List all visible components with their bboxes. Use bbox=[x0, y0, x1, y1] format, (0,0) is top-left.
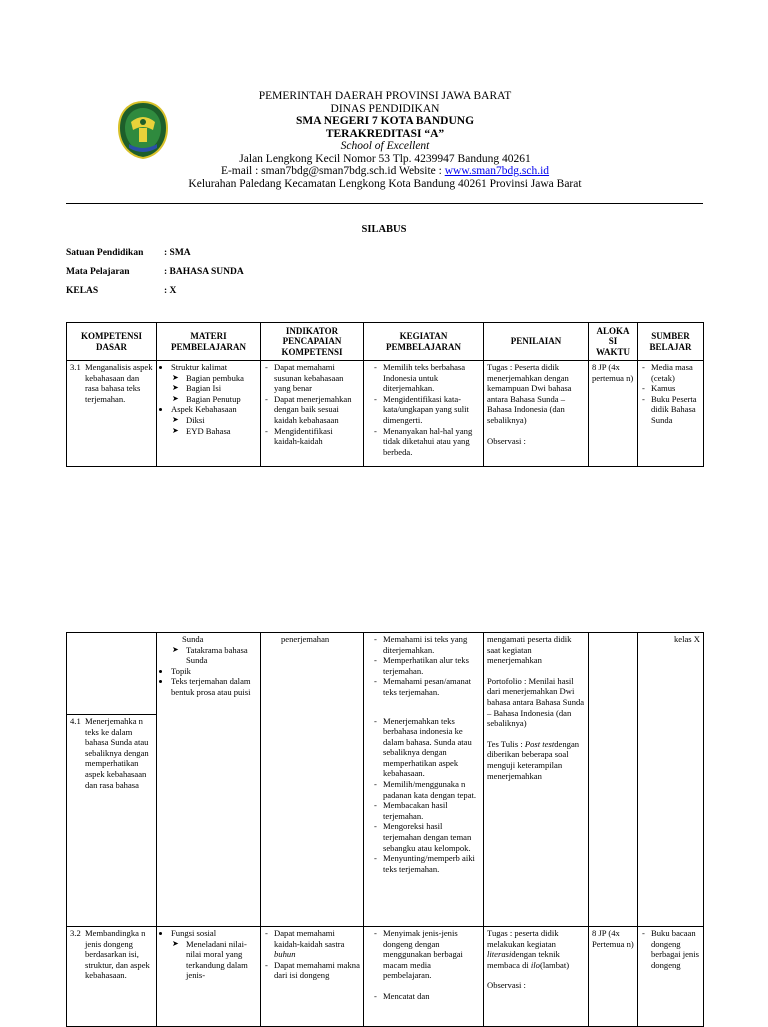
indikator-continued: penerjemahan bbox=[281, 634, 330, 644]
meta-mapel bbox=[66, 267, 244, 277]
penilaian-tugas bbox=[487, 928, 585, 970]
kd-text: Membandingka n jenis dongeng berdasarkan isi, struktur, dan aspek kebahasaan. bbox=[85, 928, 150, 981]
pen-literasi: literasi bbox=[487, 949, 512, 960]
header-school-name: SMA NEGERI 7 KOTA BANDUNG bbox=[295, 115, 475, 127]
kegiatan-item: - Membacakan hasil terjemahan. bbox=[373, 800, 480, 821]
pen-text-e: (lambat) bbox=[539, 959, 570, 970]
indikator-item: - Dapat menerjemahkan dengan baik sesuai kaidah kebahasaan bbox=[264, 394, 360, 426]
indikator-item bbox=[264, 928, 360, 960]
header-motto: School of Excellent bbox=[340, 140, 430, 152]
header-alokasi: ALOKA SI WAKTU bbox=[589, 323, 638, 361]
syllabus-table-page1 bbox=[66, 322, 704, 467]
materi-continued: Sunda bbox=[182, 634, 204, 644]
sumber-item: - Kamus bbox=[641, 383, 700, 394]
indikator-item: - Mengidentifikasi kaidah-kaidah bbox=[264, 426, 360, 447]
penilaian-observasi: Observasi : bbox=[487, 980, 526, 991]
sumber-item: - Media masa (cetak) bbox=[641, 362, 700, 383]
kegiatan-item: - Memperhatikan alur teks terjemahan. bbox=[373, 655, 480, 676]
materi-item: • Topik bbox=[171, 666, 257, 677]
header-accreditation: TERAKREDITASI “A” bbox=[325, 127, 445, 140]
header-email: E-mail : sman7bdg@sman7bdg.sch.id Website : bbox=[220, 165, 445, 177]
kegiatan-item: - Memilih teks berbahasa Indonesia untuk diterjemahkan. bbox=[373, 362, 480, 394]
materi-item: • Aspek Kebahasaan bbox=[171, 404, 257, 415]
kd-number: 3.2 bbox=[70, 928, 81, 938]
header-penilaian: PENILAIAN bbox=[484, 323, 589, 361]
materi-item: • Teks terjemahan dalam bentuk prosa atau puisi bbox=[171, 676, 257, 697]
school-logo bbox=[117, 100, 169, 160]
header-indikator: INDIKATOR PENCAPAIAN KOMPETENSI bbox=[261, 323, 364, 361]
header-contact bbox=[170, 165, 600, 178]
table-row bbox=[67, 633, 704, 715]
penilaian-portofolio: Portofolio : Menilai hasil dari menerjemahkan Dwi bahasa antara Bahasa Sunda – Bahasa Indonesia (dan sebaliknya) bbox=[487, 675, 585, 729]
header-line-2: DINAS PENDIDIKAN bbox=[330, 102, 440, 115]
materi-subitem: ➤ Bagian Penutup bbox=[172, 394, 257, 405]
alokasi-waktu: 8 JP (4x Pertemua n) bbox=[589, 927, 638, 1027]
syllabus-table-page2 bbox=[66, 632, 704, 1027]
penilaian-continued: mengamati peserta didik saat kegiatan menerjemahkan bbox=[487, 634, 572, 666]
pen-ilo: ilo bbox=[530, 959, 540, 970]
indikator-item: - Dapat memahami susunan kebahasaan yang benar bbox=[264, 362, 360, 394]
kegiatan-item: - Mencatat dan bbox=[373, 991, 480, 1002]
header-sumber: SUMBER BELAJAR bbox=[638, 323, 704, 361]
header-kd: KOMPETENSI DASAR bbox=[67, 323, 157, 361]
document-title: SILABUS bbox=[361, 224, 407, 235]
kd-number: 4.1 bbox=[70, 716, 81, 726]
materi-subitem: ➤ Meneladani nilai-nilai moral yang terkandung dalam jenis- bbox=[172, 939, 257, 981]
tes-desc: dengan diberikan beberapa soal menguji keterampilan menerjemahkan bbox=[487, 738, 580, 781]
penilaian-tes-tulis bbox=[487, 739, 585, 781]
kd-number: 3.1 bbox=[70, 362, 81, 372]
indikator-text: Dapat memahami kaidah-kaidah sastra bbox=[274, 928, 345, 949]
tes-label: Tes Tulis : bbox=[487, 738, 525, 749]
sumber-item: - Buku bacaan dongeng berbagai jenis dongeng bbox=[641, 928, 700, 970]
kegiatan-item: - Menanyakan hal-hal yang tidak diketahui atau yang berbeda. bbox=[373, 426, 480, 458]
kegiatan-item: - Mengoreksi hasil terjemahan dengan teman sebangku atau kelompok. bbox=[373, 821, 480, 853]
alokasi-waktu: 8 JP (4x pertemua n) bbox=[589, 361, 638, 467]
meta-kelas bbox=[66, 286, 177, 296]
kegiatan-item: - Memahami pesan/amanat teks terjemahan. bbox=[373, 676, 480, 697]
kegiatan-item: - Memilih/menggunaka n padanan kata dengan tepat. bbox=[373, 779, 480, 800]
kegiatan-item: - Menyunting/memperb aiki teks terjemahan. bbox=[373, 853, 480, 874]
materi-subitem: ➤ Bagian pembuka bbox=[172, 373, 257, 384]
header-divider bbox=[66, 203, 703, 204]
header-kegiatan: KEGIATAN PEMBELAJARAN bbox=[364, 323, 484, 361]
pen-text-c: dengan teknik membaca di bbox=[487, 949, 560, 970]
kegiatan-item: - Memahami isi teks yang diterjemahkan. bbox=[373, 634, 480, 655]
indikator-italic: buhun bbox=[274, 949, 296, 960]
sumber-item: - Buku Peserta didik Bahasa Sunda bbox=[641, 394, 700, 426]
kegiatan-item: - Mengidentifikasi kata-kata/ungkapan yang sulit dimengerti. bbox=[373, 394, 480, 426]
website-link[interactable]: www.sman7bdg.sch.id bbox=[444, 165, 550, 177]
materi-subitem: ➤ Diksi bbox=[172, 415, 257, 426]
meta-satuan bbox=[66, 248, 191, 258]
header-line-1: PEMERINTAH DAERAH PROVINSI JAWA BARAT bbox=[258, 90, 512, 102]
letterhead bbox=[170, 90, 600, 190]
header-address: Jalan Lengkong Kecil Nomor 53 Tlp. 4239947 Bandung 40261 bbox=[239, 152, 531, 165]
meta-kelas-value: : X bbox=[164, 286, 177, 296]
kd-text: Menganalisis aspek kebahasaan dan rasa bahasa teks terjemahan. bbox=[85, 362, 153, 404]
kegiatan-item: - Menerjemahkan teks berbahasa indonesia ke dalam bahasa. Sunda atau sebaliknya dengan memperhatikan aspek kebahasaan. bbox=[373, 716, 480, 780]
sumber-continued: kelas X bbox=[673, 634, 700, 644]
materi-subitem: ➤ EYD Bahasa bbox=[172, 426, 257, 437]
table-row bbox=[67, 927, 704, 1027]
kegiatan-item: - Menyimak jenis-jenis dongeng dengan menggunakan berbagai macam media pembelajaran. bbox=[373, 928, 480, 981]
header-district: Kelurahan Paledang Kecamatan Lengkong Kota Bandung 40261 Provinsi Jawa Barat bbox=[188, 177, 582, 190]
kd-text: Menerjemahka n teks ke dalam bahasa Sunda atau sebaliknya dengan memperhatikan aspek kebahasaan dan rasa bahasa bbox=[85, 716, 149, 790]
meta-kelas-label: KELAS bbox=[66, 286, 99, 296]
meta-mapel-value: : BAHASA SUNDA bbox=[164, 267, 244, 277]
meta-satuan-label: Satuan Pendidikan bbox=[66, 248, 144, 258]
pen-text-a: Tugas : peserta didik melakukan kegiatan bbox=[487, 928, 559, 949]
penilaian-tugas: Tugas : Peserta didik menerjemahkan dengan kemampuan Dwi bahasa antara Bahasa Sunda – Bahasa Indonesia (dan sebaliknya) bbox=[487, 362, 572, 425]
penilaian-observasi: Observasi : bbox=[487, 435, 526, 446]
meta-satuan-value: : SMA bbox=[164, 248, 191, 258]
tes-post-test: Post test bbox=[524, 738, 555, 749]
materi-subitem: ➤ Bagian Isi bbox=[172, 383, 257, 394]
indikator-item: - Dapat memahami makna dari isi dongeng bbox=[264, 960, 360, 981]
materi-item: • Fungsi sosial bbox=[171, 928, 257, 939]
header-materi: MATERI PEMBELAJARAN bbox=[157, 323, 261, 361]
materi-subitem: ➤ Tatakrama bahasa Sunda bbox=[172, 645, 257, 666]
materi-item: • Struktur kalimat bbox=[171, 362, 257, 373]
meta-mapel-label: Mata Pelajaran bbox=[66, 267, 130, 277]
table-row bbox=[67, 361, 704, 467]
